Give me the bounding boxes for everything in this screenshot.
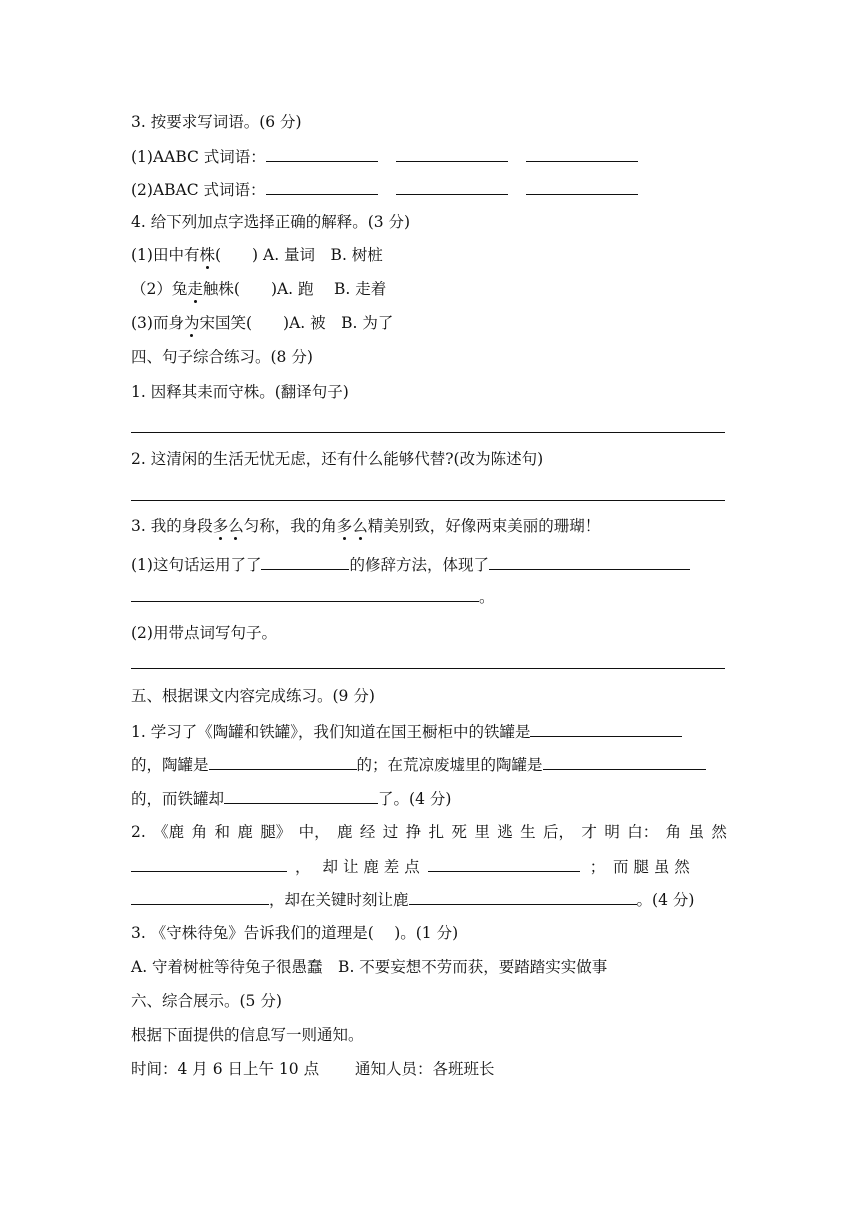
p2-glyph: 死: [451, 823, 467, 841]
q3-abac-line: [131, 179, 638, 200]
p2-glyph: 后，: [543, 823, 575, 841]
sec4-s3-text: 精美别致，好像两束美丽的珊瑚！: [367, 517, 601, 535]
q3-aabc-line: [131, 146, 638, 167]
answer-blank[interactable]: [526, 146, 638, 162]
sec5-p2-text: ，却在关键时刻让鹿: [269, 891, 409, 909]
sec5-p1-text: 的；在荒凉废墟里的陶罐是: [356, 756, 543, 774]
p2-glyph: 过: [382, 823, 399, 841]
q3-title: 3. 按要求写词语。(6 分): [131, 113, 302, 131]
answer-blank[interactable]: [209, 754, 357, 770]
sec4-s3-text: 3. 我的身段: [131, 517, 213, 535]
p2-glyph: 扎: [428, 823, 445, 841]
p2-glyph: 白：: [627, 823, 659, 841]
answer-blank[interactable]: [131, 586, 479, 602]
sec4-s3-1-text: (1)这句话运用了了: [131, 556, 262, 574]
q4-item2-text: （2）兔: [131, 280, 188, 298]
sec4-s3-1-text: 的修辞方法，体现了: [349, 556, 489, 574]
sec5-p1-text: 了。(4 分): [378, 790, 452, 808]
q4-item3-text: (3)而身: [131, 314, 184, 332]
answer-blank[interactable]: [261, 554, 349, 570]
sec5-p3: 3. 《守株待兔》告诉我们的道理是( )。(1 分): [131, 924, 459, 942]
answer-blank[interactable]: [428, 856, 580, 872]
answer-blank[interactable]: [409, 889, 637, 905]
p2-glyph: 和: [214, 823, 230, 841]
p2-glyph: 里: [474, 823, 490, 841]
p2-glyph: 角: [665, 823, 682, 841]
p2-glyph: 中，: [298, 823, 330, 841]
answer-blank[interactable]: [224, 788, 378, 804]
p2-glyph: 角: [191, 823, 208, 841]
p2-glyph: 鹿: [337, 823, 353, 841]
sec5-p2-line2: [131, 856, 690, 877]
answer-blank[interactable]: [530, 721, 682, 737]
p2-glyph: 经: [359, 823, 376, 841]
q4-title: 4. 给下列加点字选择正确的解释。(3 分): [131, 213, 411, 231]
q4-item3-options: 宋国笑( )A. 被 B. 为了: [199, 314, 394, 332]
sec5-title: 五、根据课文内容完成练习。(9 分): [131, 687, 375, 705]
answer-line[interactable]: [131, 432, 725, 433]
period: 。: [479, 588, 495, 606]
dotted-char: 株: [199, 246, 215, 264]
sec5-p2-line3: [131, 889, 694, 910]
sec5-p1-text: 的，陶罐是: [131, 756, 209, 774]
q4-item1-options: ( ) A. 量词 B. 树桩: [214, 246, 383, 264]
p2-glyph: 挣: [405, 823, 422, 841]
answer-blank[interactable]: [489, 554, 690, 570]
q3-aabc-label: (1)AABC 式词语：: [131, 148, 266, 166]
sec5-p2-text: 。(4 分): [636, 891, 695, 909]
sec4-s3-1-cont: [131, 586, 495, 607]
answer-blank[interactable]: [266, 146, 378, 162]
q4-item2: [131, 279, 386, 299]
answer-blank[interactable]: [131, 889, 269, 905]
sec4-s3-1: [131, 554, 690, 575]
p2-glyph: 腿》: [260, 823, 292, 841]
answer-blank[interactable]: [396, 179, 508, 195]
p2-glyph: 然: [711, 823, 727, 841]
p2-glyph: 生: [520, 823, 536, 841]
sec5-p1-text: 的，而铁罐却: [131, 790, 225, 808]
sec6-info: 时间：4 月 6 日上午 10 点 通知人员：各班班长: [131, 1060, 495, 1078]
answer-blank[interactable]: [543, 754, 706, 770]
sec4-s3: [131, 516, 600, 536]
sec6-title: 六、综合展示。(5 分): [131, 992, 282, 1010]
sec5-p2-line1: [131, 822, 727, 842]
answer-line[interactable]: [131, 668, 725, 669]
q4-item3: [131, 313, 393, 333]
sec5-p3-options: A. 守着树桩等待兔子很愚蠢 B. 不要妄想不劳而获，要踏踏实实做事: [131, 958, 608, 976]
q4-item1-text: (1)田中有: [131, 246, 200, 264]
sec5-p2-text: ，: [295, 858, 311, 876]
p2-glyph: 虽: [688, 823, 704, 841]
p2-glyph: 鹿: [237, 823, 253, 841]
sec4-s2: 2. 这清闲的生活无忧无虑，还有什么能够代替?(改为陈述句): [131, 450, 544, 468]
answer-blank[interactable]: [526, 179, 638, 195]
sec6-intro: 根据下面提供的信息写一则通知。: [131, 1026, 364, 1044]
q3-abac-label: (2)ABAC 式词语：: [131, 181, 266, 199]
p2-glyph: 明: [604, 823, 620, 841]
sec5-p1-line3: [131, 788, 451, 809]
p2-glyph: 逃: [497, 823, 513, 841]
p2-glyph: 《鹿: [153, 823, 185, 841]
sec4-s3-2: (2)用带点词写句子。: [131, 624, 277, 642]
dotted-char: 走: [187, 280, 203, 298]
sec5-p1-line1: [131, 721, 682, 742]
answer-blank[interactable]: [131, 856, 287, 872]
dotted-word: 多么: [212, 517, 244, 535]
answer-line[interactable]: [131, 500, 725, 501]
sec5-p2-text: 却 让 鹿 差 点: [322, 858, 420, 876]
sec4-s3-text: 匀称，我的角: [243, 517, 337, 535]
sec4-title: 四、句子综合练习。(8 分): [131, 348, 313, 366]
sec5-p1-text: 1. 学习了《陶罐和铁罐》，我们知道在国王橱柜中的铁罐是: [131, 723, 531, 741]
dotted-char: 为: [183, 314, 200, 332]
sec5-p2-text: ； 而 腿 虽 然: [589, 858, 690, 876]
p2-glyph: 2.: [131, 823, 146, 841]
q4-item1: [131, 245, 383, 265]
p2-glyph: 才: [581, 823, 597, 841]
dotted-word: 多么: [336, 517, 368, 535]
sec5-p1-line2: [131, 754, 706, 775]
answer-blank[interactable]: [266, 179, 378, 195]
q4-item2-options: 触株( )A. 跑 B. 走着: [202, 280, 387, 298]
sec4-s1: 1. 因释其耒而守株。(翻译句子): [131, 383, 349, 401]
answer-blank[interactable]: [396, 146, 508, 162]
